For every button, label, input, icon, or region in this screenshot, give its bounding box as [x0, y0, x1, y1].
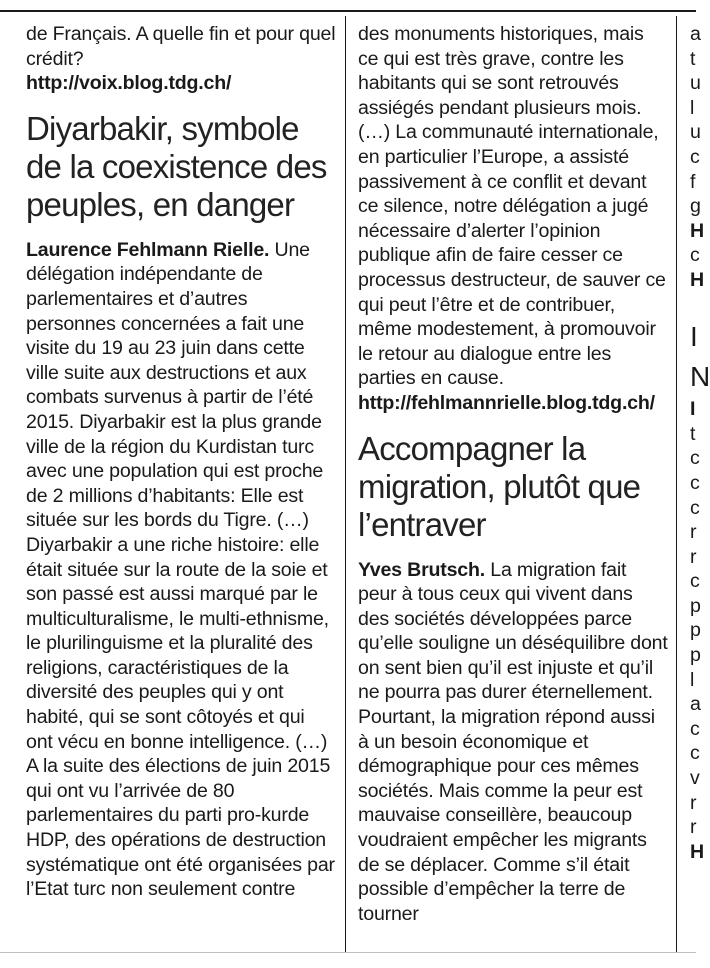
article-headline: Accompagner la migration, plutôt que l’entraver — [358, 429, 641, 543]
article-body: Yves Brutsch. La migration fait peur à tous ceux qui vivent dans des sociétés développées parce qu’elle souligne un déséquilibre dont on sent bien qu’il est injuste et qu’il ne pourra pas durer éternellement. Pourtant, la migration répond aussi à un besoin économique et démographique pour ces mêmes sociétés. Mais comme la peur est mauvaise conseillère, beaucoup voudraient empêcher les migrants de se déplacer. Comme s’il était possible d’empêcher la terre de tourner — [358, 558, 668, 925]
author-name: Yves Brutsch. — [358, 558, 485, 581]
lead-paragraph: de Français. A quelle fin et pour quel crédit? http://voix.blog.tdg.ch/ — [26, 23, 336, 95]
fragment-letter: H — [690, 840, 705, 863]
blog-link[interactable]: http://fehlmannrielle.blog.tdg.ch/ — [358, 391, 655, 414]
column-3-cropped — [690, 22, 710, 952]
column-1 — [26, 22, 336, 952]
continued-paragraph: des monuments historiques, mais ce qui est très grave, contre les habitants qui se sont retrouvés assiégés pendant plusieurs mois. (…) La communauté internationale, en particulier l’Europe, a assisté passivement à ce conflit et devant ce silence, notre délégation a jugé nécessaire d’alerter l’opinion publique afin de faire cesser ce processus destructeur, de sauver ce qui peut l’être et de contribuer, même modestement, à promouvoir le retour au dialogue entre les parties en cause. http://fehlmannrielle.blog.tdg.ch/ — [358, 22, 668, 416]
fragment-letter: p — [690, 644, 701, 667]
fragment-letter: c — [690, 145, 700, 168]
fragment-letter: u — [690, 121, 701, 144]
bottom-rule — [0, 952, 696, 953]
article-body: Laurence Fehlmann Rielle. Une délégation indépendante de parlementaires et d’autres personnes concernées a fait une visite du 19 au 23 juin dans cette ville suite aux destructions et aux combats survenus à partir de l’été 2015. Diyarbakir est la plus grande ville de la région du Kurdistan turc avec une population qui est proche de 2 millions d’habitants: Elle est située sur les bords du Tigre. (…) Diyarbakir a une riche histoire: elle était située sur la route de la soie et son passé est aussi marqué par le multiculturalisme, le multi-ethnisme, le plurilinguisme et la pluralité des religions, caractéristiques de la diversité des peuples qui y ont habité, qui se sont côtoyés et qui ont vécu en bonne intelligence. (…) A la suite des élections de juin 2015 qui ont vu l’arrivée de 80 parlementaires du parti pro-kurde HDP, des opérations de destruction systématique ont été organisées par l’Etat turc non seulement contre — [26, 238, 335, 901]
fragment-letter: I — [690, 398, 696, 421]
article-headline: Diyarbakir, symbole de la coexistence des peuples, en danger — [26, 109, 327, 223]
fragment-letter: v — [690, 767, 700, 790]
fragment-letter: u — [690, 72, 701, 95]
author-name: Laurence Fehlmann Rielle. — [26, 238, 270, 261]
column-divider — [676, 16, 677, 952]
fragment-letter: c — [690, 570, 700, 593]
fragment-letter: r — [690, 521, 697, 544]
fragment-letter: c — [690, 496, 700, 519]
fragment-letter: p — [690, 594, 701, 617]
fragment-letter: a — [690, 23, 701, 45]
fragment-letter: r — [690, 816, 697, 839]
fragment-letter: r — [690, 545, 697, 568]
fragment-letter: f — [690, 170, 696, 193]
fragment-letter: c — [690, 471, 700, 494]
fragment-letter: l — [690, 96, 695, 119]
fragment-letter: r — [690, 791, 697, 814]
fragment-letter: t — [690, 47, 696, 70]
fragment-letter: H — [690, 219, 705, 242]
fragment-letter: l — [690, 668, 695, 691]
column-divider — [345, 16, 346, 952]
fragment-letter: p — [690, 619, 701, 642]
fragment-letter: g — [690, 195, 701, 218]
fragment-letter: N — [690, 361, 710, 393]
fragment-letter: t — [690, 422, 696, 445]
fragment-letter: c — [690, 447, 700, 470]
top-rule — [0, 10, 696, 12]
column-2 — [358, 22, 668, 952]
fragment-letter: H — [690, 268, 705, 291]
fragment-letter: a — [690, 693, 701, 716]
fragment-letter: c — [690, 742, 700, 765]
fragment-letter: c — [690, 717, 700, 740]
fragment-letter — [690, 293, 702, 318]
fragment-letter: I — [690, 321, 698, 353]
blog-link[interactable]: http://voix.blog.tdg.ch/ — [26, 72, 232, 95]
fragment-letter: c — [690, 244, 700, 267]
